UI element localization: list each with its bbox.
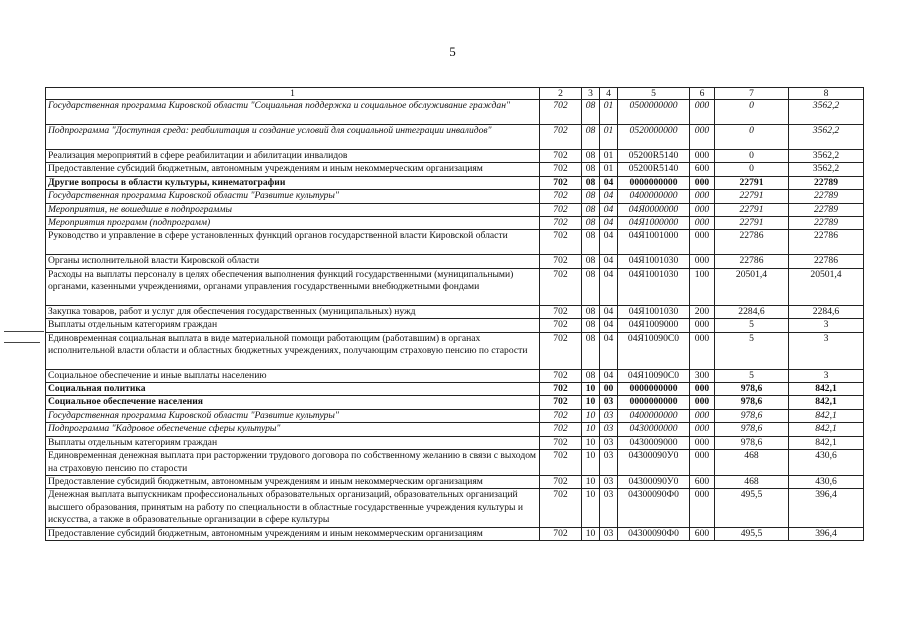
table-cell: 702	[540, 450, 582, 476]
table-cell: 08	[582, 150, 600, 163]
table-cell: 000	[690, 230, 715, 255]
table-cell: 3562,2	[789, 125, 864, 150]
table-cell: 702	[540, 203, 582, 216]
table-row	[46, 163, 864, 176]
row-label-cell: Мероприятия, не вошедшие в подпрограммы	[46, 203, 540, 216]
table-cell: 04	[600, 305, 618, 318]
table-cell: 000	[690, 176, 715, 189]
table-cell: 04300090У0	[618, 450, 690, 476]
table-cell: 10	[582, 489, 600, 527]
table-cell: 22791	[715, 190, 789, 203]
table-cell: 22791	[715, 203, 789, 216]
table-cell: 10	[582, 409, 600, 422]
table-cell: 396,4	[789, 489, 864, 527]
table-cell: 03	[600, 409, 618, 422]
table-cell: 04Я1001030	[618, 268, 690, 305]
table-cell: 04Я10090С0	[618, 332, 690, 369]
table-cell: 10	[582, 475, 600, 488]
table-cell: 300	[690, 369, 715, 382]
table-cell: 04300090Ф0	[618, 489, 690, 527]
column-header: 5	[618, 88, 690, 100]
table-cell: 000	[690, 409, 715, 422]
table-cell: 3562,2	[789, 163, 864, 176]
row-label-cell: Реализация мероприятий в сфере реабилитации и абилитации инвалидов	[46, 150, 540, 163]
row-label-cell: Денежная выплата выпускникам профессиональных образовательных организаций, образовательных организаций высшего образования, принятым на работу по специальности в областные государственные учреждения культуры и искусства, а также в образовательные организации в сфере культуры	[46, 489, 540, 527]
table-row	[46, 203, 864, 216]
table-cell: 842,1	[789, 436, 864, 449]
table-cell: 22791	[715, 176, 789, 189]
table-cell: 0400000000	[618, 409, 690, 422]
table-cell: 702	[540, 190, 582, 203]
row-label-cell: Социальное обеспечение населения	[46, 396, 540, 409]
table-cell: 20501,4	[715, 268, 789, 305]
scan-mark	[4, 331, 44, 332]
table-row	[46, 475, 864, 488]
column-header: 4	[600, 88, 618, 100]
table-cell: 08	[582, 305, 600, 318]
table-row	[46, 409, 864, 422]
row-label-cell: Руководство и управление в сфере установленных функций органов государственной власти Кировской области	[46, 230, 540, 255]
budget-table-body	[46, 88, 864, 541]
table-cell: 702	[540, 332, 582, 369]
table-cell: 702	[540, 100, 582, 125]
table-cell: 04Я1009000	[618, 319, 690, 332]
table-cell: 702	[540, 268, 582, 305]
table-cell: 5	[715, 319, 789, 332]
table-row	[46, 319, 864, 332]
table-cell: 702	[540, 383, 582, 396]
table-cell: 0	[715, 150, 789, 163]
table-cell: 05200R5140	[618, 163, 690, 176]
table-cell: 000	[690, 396, 715, 409]
row-label-cell: Закупка товаров, работ и услуг для обеспечения государственных (муниципальных) нужд	[46, 305, 540, 318]
table-cell: 04	[600, 369, 618, 382]
table-cell: 22786	[789, 255, 864, 268]
table-cell: 22786	[715, 255, 789, 268]
table-cell: 08	[582, 190, 600, 203]
table-cell: 600	[690, 163, 715, 176]
table-row	[46, 423, 864, 436]
table-cell: 10	[582, 383, 600, 396]
table-cell: 702	[540, 369, 582, 382]
table-cell: 10	[582, 436, 600, 449]
table-cell: 000	[690, 436, 715, 449]
table-cell: 000	[690, 383, 715, 396]
table-cell: 495,5	[715, 527, 789, 540]
table-cell: 10	[582, 396, 600, 409]
table-row	[46, 305, 864, 318]
table-cell: 04Я1001000	[618, 230, 690, 255]
table-cell: 000	[690, 319, 715, 332]
table-cell: 0000000000	[618, 176, 690, 189]
table-row	[46, 217, 864, 230]
table-row	[46, 489, 864, 527]
table-cell: 702	[540, 150, 582, 163]
table-cell: 5	[715, 369, 789, 382]
table-row	[46, 332, 864, 369]
table-cell: 08	[582, 125, 600, 150]
table-cell: 08	[582, 100, 600, 125]
table-cell: 03	[600, 423, 618, 436]
row-label-cell: Социальная политика	[46, 383, 540, 396]
table-cell: 842,1	[789, 396, 864, 409]
table-cell: 000	[690, 150, 715, 163]
table-cell: 702	[540, 217, 582, 230]
table-cell: 702	[540, 527, 582, 540]
table-cell: 702	[540, 230, 582, 255]
table-cell: 978,6	[715, 396, 789, 409]
table-cell: 2284,6	[715, 305, 789, 318]
table-cell: 702	[540, 305, 582, 318]
table-cell: 04	[600, 332, 618, 369]
table-cell: 04	[600, 319, 618, 332]
table-cell: 22786	[715, 230, 789, 255]
column-header: 8	[789, 88, 864, 100]
table-cell: 0000000000	[618, 383, 690, 396]
table-cell: 04Я0000000	[618, 203, 690, 216]
scan-mark	[4, 342, 40, 343]
table-cell: 08	[582, 369, 600, 382]
row-label-cell: Органы исполнительной власти Кировской области	[46, 255, 540, 268]
table-cell: 3562,2	[789, 150, 864, 163]
table-cell: 10	[582, 423, 600, 436]
table-cell: 0	[715, 125, 789, 150]
table-cell: 10	[582, 450, 600, 476]
table-cell: 000	[690, 423, 715, 436]
table-cell: 08	[582, 319, 600, 332]
table-cell: 0	[715, 163, 789, 176]
table-cell: 22789	[789, 203, 864, 216]
table-cell: 03	[600, 489, 618, 527]
row-label-cell: Государственная программа Кировской области "Развитие культуры"	[46, 409, 540, 422]
table-cell: 08	[582, 230, 600, 255]
table-cell: 04	[600, 268, 618, 305]
table-cell: 000	[690, 255, 715, 268]
table-cell: 08	[582, 255, 600, 268]
table-cell: 3	[789, 319, 864, 332]
table-cell: 2284,6	[789, 305, 864, 318]
table-cell: 702	[540, 176, 582, 189]
table-row	[46, 100, 864, 125]
table-cell: 000	[690, 100, 715, 125]
column-header: 2	[540, 88, 582, 100]
table-cell: 0500000000	[618, 100, 690, 125]
table-cell: 0000000000	[618, 396, 690, 409]
table-cell: 00	[600, 383, 618, 396]
table-row	[46, 190, 864, 203]
table-cell: 04	[600, 176, 618, 189]
column-header: 6	[690, 88, 715, 100]
table-cell: 000	[690, 332, 715, 369]
table-cell: 01	[600, 125, 618, 150]
table-row	[46, 230, 864, 255]
row-label-cell: Выплаты отдельным категориям граждан	[46, 319, 540, 332]
table-cell: 468	[715, 475, 789, 488]
table-row	[46, 268, 864, 305]
table-cell: 03	[600, 475, 618, 488]
table-cell: 03	[600, 436, 618, 449]
table-cell: 0	[715, 100, 789, 125]
table-cell: 5	[715, 332, 789, 369]
table-row	[46, 396, 864, 409]
table-cell: 000	[690, 217, 715, 230]
table-cell: 842,1	[789, 423, 864, 436]
table-row	[46, 436, 864, 449]
table-row	[46, 125, 864, 150]
table-cell: 430,6	[789, 450, 864, 476]
table-cell: 3	[789, 332, 864, 369]
table-cell: 04	[600, 230, 618, 255]
table-row	[46, 150, 864, 163]
table-cell: 22789	[789, 217, 864, 230]
table-cell: 978,6	[715, 423, 789, 436]
table-cell: 04	[600, 217, 618, 230]
table-cell: 0430009000	[618, 436, 690, 449]
table-cell: 842,1	[789, 383, 864, 396]
table-cell: 000	[690, 450, 715, 476]
table-cell: 600	[690, 527, 715, 540]
table-cell: 200	[690, 305, 715, 318]
table-cell: 08	[582, 203, 600, 216]
table-cell: 000	[690, 489, 715, 527]
row-label-cell: Предоставление субсидий бюджетным, автономным учреждениям и иным некоммерческим организациям	[46, 163, 540, 176]
table-cell: 03	[600, 527, 618, 540]
table-cell: 04Я1000000	[618, 217, 690, 230]
row-label-cell: Предоставление субсидий бюджетным, автономным учреждениям и иным некоммерческим организациям	[46, 475, 540, 488]
table-cell: 08	[582, 217, 600, 230]
budget-table	[45, 87, 864, 541]
row-label-cell: Социальное обеспечение и иные выплаты населению	[46, 369, 540, 382]
table-cell: 0520000000	[618, 125, 690, 150]
table-cell: 842,1	[789, 409, 864, 422]
table-cell: 04300090У0	[618, 475, 690, 488]
table-cell: 000	[690, 203, 715, 216]
table-cell: 702	[540, 396, 582, 409]
table-row	[46, 450, 864, 476]
table-cell: 04	[600, 255, 618, 268]
table-cell: 3	[789, 369, 864, 382]
table-cell: 0400000000	[618, 190, 690, 203]
table-cell: 468	[715, 450, 789, 476]
row-label-cell: Другие вопросы в области культуры, кинематографии	[46, 176, 540, 189]
table-row	[46, 369, 864, 382]
table-cell: 430,6	[789, 475, 864, 488]
table-cell: 978,6	[715, 409, 789, 422]
table-cell: 000	[690, 190, 715, 203]
table-row	[46, 383, 864, 396]
table-cell: 03	[600, 450, 618, 476]
column-header: 3	[582, 88, 600, 100]
row-label-cell: Единовременная социальная выплата в виде материальной помощи работающим (работавшим) в органах исполнительной власти области и областных бюджетных учреждениях, получающим страховую пенсию по старости	[46, 332, 540, 369]
table-cell: 978,6	[715, 383, 789, 396]
table-cell: 000	[690, 125, 715, 150]
column-header: 1	[46, 88, 540, 100]
row-label-cell: Мероприятия программ (подпрограмм)	[46, 217, 540, 230]
table-cell: 04Я1001030	[618, 305, 690, 318]
table-cell: 01	[600, 150, 618, 163]
table-cell: 10	[582, 527, 600, 540]
table-cell: 20501,4	[789, 268, 864, 305]
row-label-cell: Расходы на выплаты персоналу в целях обеспечения выполнения функций государственными (муниципальными) органами, казенными учреждениями, органами управления государственными внебюджетными фондами	[46, 268, 540, 305]
table-cell: 100	[690, 268, 715, 305]
table-cell: 04	[600, 203, 618, 216]
table-row	[46, 527, 864, 540]
table-cell: 22786	[789, 230, 864, 255]
page-number: 5	[449, 44, 456, 59]
table-cell: 01	[600, 100, 618, 125]
table-cell: 22789	[789, 190, 864, 203]
table-cell: 702	[540, 475, 582, 488]
table-cell: 08	[582, 163, 600, 176]
table-cell: 495,5	[715, 489, 789, 527]
table-cell: 702	[540, 409, 582, 422]
table-cell: 702	[540, 255, 582, 268]
table-cell: 702	[540, 436, 582, 449]
table-cell: 396,4	[789, 527, 864, 540]
row-label-cell: Единовременная денежная выплата при расторжении трудового договора по собственному желанию в связи с выходом на страховую пенсию по старости	[46, 450, 540, 476]
table-cell: 702	[540, 423, 582, 436]
table-cell: 04Я1001030	[618, 255, 690, 268]
table-cell: 22791	[715, 217, 789, 230]
table-row	[46, 176, 864, 189]
row-label-cell: Выплаты отдельным категориям граждан	[46, 436, 540, 449]
table-cell: 3562,2	[789, 100, 864, 125]
table-row	[46, 255, 864, 268]
row-label-cell: Предоставление субсидий бюджетным, автономным учреждениям и иным некоммерческим организациям	[46, 527, 540, 540]
table-cell: 08	[582, 176, 600, 189]
table-cell: 702	[540, 163, 582, 176]
table-cell: 04300090Ф0	[618, 527, 690, 540]
row-label-cell: Подпрограмма "Доступная среда: реабилитация и создание условий для социальной интеграции инвалидов"	[46, 125, 540, 150]
table-cell: 978,6	[715, 436, 789, 449]
row-label-cell: Подпрограмма "Кадровое обеспечение сферы культуры"	[46, 423, 540, 436]
table-cell: 702	[540, 125, 582, 150]
row-label-cell: Государственная программа Кировской области "Социальная поддержка и социальное обслуживание граждан"	[46, 100, 540, 125]
table-cell: 0430000000	[618, 423, 690, 436]
table-cell: 01	[600, 163, 618, 176]
table-cell: 600	[690, 475, 715, 488]
table-cell: 04Я10090С0	[618, 369, 690, 382]
row-label-cell: Государственная программа Кировской области "Развитие культуры"	[46, 190, 540, 203]
table-cell: 04	[600, 190, 618, 203]
table-cell: 08	[582, 268, 600, 305]
column-header: 7	[715, 88, 789, 100]
table-cell: 03	[600, 396, 618, 409]
table-cell: 702	[540, 489, 582, 527]
table-cell: 22789	[789, 176, 864, 189]
table-cell: 08	[582, 332, 600, 369]
table-cell: 05200R5140	[618, 150, 690, 163]
table-cell: 702	[540, 319, 582, 332]
table-header-row	[46, 88, 864, 100]
